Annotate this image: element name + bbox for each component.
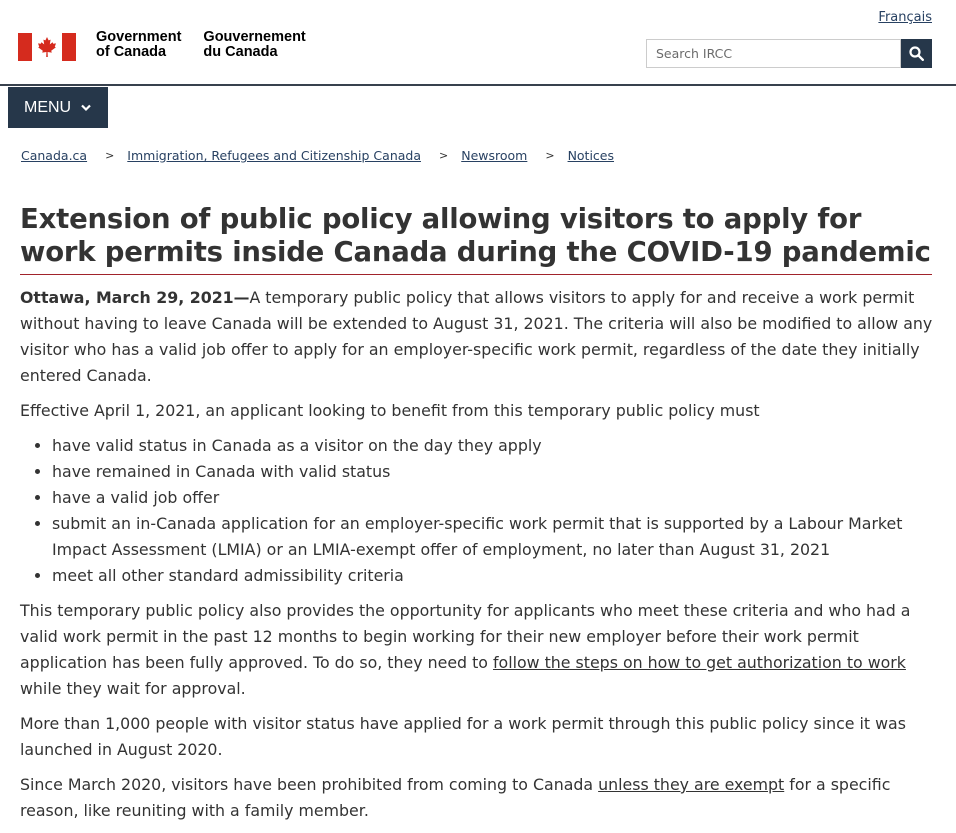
search-form	[646, 39, 932, 68]
page-title: Extension of public policy allowing visitors to apply for work permits inside Canada during the COVID-19 pandemic	[20, 203, 932, 275]
signature-fr-line1: Gouvernement	[203, 29, 306, 45]
authorization-steps-link[interactable]: follow the steps on how to get authorization to work	[492, 653, 906, 672]
article-body	[20, 285, 935, 833]
breadcrumb-newsroom[interactable]: Newsroom	[461, 148, 528, 163]
authorization-paragraph	[20, 598, 935, 702]
criteria-list	[20, 433, 935, 589]
list-item: • have remained in Canada with valid status	[52, 459, 935, 485]
list-item: • have a valid job offer	[52, 485, 935, 511]
breadcrumb-ircc[interactable]: Immigration, Refugees and Citizenship Canada	[127, 148, 421, 163]
applications-paragraph: More than 1,000 people with visitor status have applied for a work permit through this public policy since it was launched in August 2020.	[20, 714, 906, 759]
canada-flag-icon	[18, 33, 76, 61]
search-icon	[909, 46, 924, 61]
signature-french	[203, 30, 305, 60]
intro-text: A temporary public policy that allows visitors to apply for and receive a work permit without having to leave Canada will be extended to August 31, 2021. The criteria will also be modified to allow any visitor who has a valid job offer to apply for an employer-specific work permit, regardless of the date they initially entered Canada.	[20, 288, 933, 385]
exempt-link[interactable]: unless they are exempt	[598, 775, 785, 794]
site-header	[18, 30, 932, 74]
signature-fr-line2: du Canada	[203, 44, 278, 60]
intro-paragraph	[20, 285, 935, 389]
signature-english	[96, 30, 181, 60]
breadcrumb-canada-ca[interactable]: Canada.ca	[21, 148, 88, 163]
breadcrumb-separator: >	[105, 149, 115, 162]
list-item: • submit an in-Canada application for an employer-specific work permit that is supported by a Labour Market Impact Assessment (LMIA) or an LMIA-exempt offer of employment, no later than August 31, 2021	[52, 511, 935, 563]
dateline: Ottawa, March 29, 2021—	[20, 288, 250, 307]
para3-text-before: This temporary public policy also provides the opportunity for applicants who meet these criteria and who had a valid work permit in the past 12 months to begin working for their new employer before their work permit application has been fully approved. To do so, they need to	[20, 601, 911, 672]
para5-text-before: Since March 2020, visitors have been prohibited from coming to Canada	[20, 775, 599, 794]
travel-restrictions-paragraph	[20, 772, 935, 824]
para3-text-after: while they wait for approval.	[20, 679, 246, 698]
effective-paragraph: Effective April 1, 2021, an applicant looking to benefit from this temporary public policy must	[20, 401, 760, 420]
signature-en-line2: of Canada	[96, 44, 167, 60]
list-item: • meet all other standard admissibility criteria	[52, 563, 935, 589]
para5-text-after: for a specific reason, like reuniting with a family member.	[20, 775, 891, 820]
language-toggle-link[interactable]: Français	[878, 10, 932, 25]
signature-en-line1: Government	[96, 29, 182, 45]
breadcrumb-notices[interactable]: Notices	[567, 148, 615, 163]
menu-button[interactable]	[8, 87, 108, 128]
search-input[interactable]	[646, 39, 901, 68]
search-button[interactable]	[901, 39, 932, 68]
list-item: • have valid status in Canada as a visitor on the day they apply	[52, 433, 935, 459]
chevron-down-icon	[81, 104, 91, 112]
breadcrumb	[21, 148, 614, 163]
menu-label: MENU	[24, 98, 72, 116]
header-divider	[0, 84, 956, 86]
breadcrumb-separator: >	[545, 149, 555, 162]
breadcrumb-separator: >	[439, 149, 449, 162]
